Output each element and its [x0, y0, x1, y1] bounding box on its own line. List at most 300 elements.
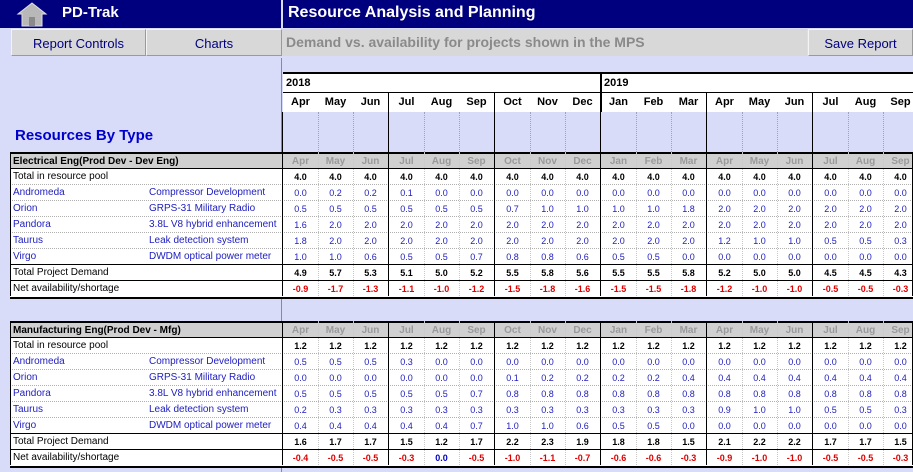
timeline-spacer-column	[282, 112, 388, 152]
demand-value: 0.5	[859, 405, 872, 415]
month-header: Feb	[643, 96, 664, 108]
demand-value: 2.0	[647, 236, 660, 246]
total-demand-value: 1.5	[400, 437, 413, 447]
column-guide	[318, 112, 319, 152]
demand-value: 0.5	[294, 389, 307, 399]
month-guide	[565, 152, 566, 296]
month-label: Sep	[891, 325, 910, 336]
demand-value: 0.3	[470, 405, 483, 415]
net-value: -0.3	[398, 453, 415, 463]
demand-value: 0.0	[824, 188, 837, 198]
demand-value: 2.0	[541, 220, 554, 230]
quarter-divider	[706, 321, 707, 465]
demand-value: 0.8	[859, 389, 872, 399]
demand-value: 0.0	[718, 357, 731, 367]
net-value: -1.8	[680, 284, 697, 294]
demand-value: 0.4	[718, 373, 731, 383]
column-guide	[353, 112, 354, 152]
month-header: Nov	[537, 96, 558, 108]
timeline-spacer-column	[388, 112, 494, 152]
demand-value: 0.0	[612, 357, 625, 367]
demand-value: 0.5	[400, 389, 413, 399]
total-demand-value: 5.2	[470, 268, 483, 278]
month-guide	[777, 152, 778, 296]
timeline-spacer-column	[706, 112, 812, 152]
month-guide	[459, 152, 460, 296]
demand-value: 0.0	[682, 357, 695, 367]
demand-value: 0.0	[435, 373, 448, 383]
demand-value: 0.8	[506, 252, 519, 262]
net-value: -0.5	[822, 284, 839, 294]
total-demand-value: 4.9	[294, 268, 307, 278]
total-demand-value: 4.5	[824, 268, 837, 278]
quarter-divider	[706, 93, 707, 112]
demand-value: 2.0	[647, 220, 660, 230]
demand-value: 2.0	[894, 204, 907, 214]
quarter-divider	[494, 93, 495, 112]
net-value: -1.5	[645, 284, 662, 294]
timeline-header	[283, 72, 913, 114]
total-demand-value: 1.9	[576, 437, 589, 447]
demand-value: 2.0	[576, 236, 589, 246]
demand-value: 0.4	[753, 373, 766, 383]
pool-value: 1.2	[364, 341, 377, 351]
net-value: -0.5	[362, 453, 379, 463]
month-label: Apr	[291, 325, 310, 336]
save-report-button[interactable]: Save Report	[808, 29, 913, 56]
project-description-link[interactable]: GRPS-31 Military Radio	[149, 372, 256, 383]
resource-pool-label: Total in resource pool	[13, 171, 109, 182]
project-description-link[interactable]: Leak detection system	[149, 235, 249, 246]
column-guide	[636, 112, 637, 152]
total-demand-value: 5.8	[541, 268, 554, 278]
pool-value: 4.0	[647, 172, 660, 182]
net-value: -1.0	[433, 284, 450, 294]
month-label: Nov	[538, 156, 557, 167]
month-label: May	[325, 325, 346, 336]
resource-block	[10, 152, 913, 300]
demand-value: 0.0	[753, 252, 766, 262]
demand-value: 0.0	[682, 421, 695, 431]
project-description-link[interactable]: Compressor Development	[149, 187, 266, 198]
column-guide	[777, 112, 778, 152]
net-value: -1.0	[786, 284, 803, 294]
demand-value: 0.5	[647, 252, 660, 262]
column-guide	[883, 112, 884, 152]
month-label: Jun	[785, 156, 804, 167]
timeline-row-divider	[283, 92, 913, 93]
demand-value: 0.8	[541, 389, 554, 399]
net-value: -1.0	[751, 284, 768, 294]
pool-value: 1.2	[718, 341, 731, 351]
report-subtitle: Demand vs. availability for projects shown in the MPS	[282, 29, 807, 56]
total-demand-value: 1.2	[435, 437, 448, 447]
pool-value: 1.2	[824, 341, 837, 351]
demand-value: 0.0	[364, 373, 377, 383]
demand-value: 0.5	[364, 204, 377, 214]
month-label: Jul	[399, 156, 414, 167]
column-guide	[424, 112, 425, 152]
total-demand-value: 1.8	[612, 437, 625, 447]
demand-value: 1.8	[294, 236, 307, 246]
demand-value: 0.0	[647, 357, 660, 367]
project-description-link[interactable]: Leak detection system	[149, 404, 249, 415]
demand-value: 2.0	[435, 220, 448, 230]
demand-value: 0.6	[576, 421, 589, 431]
demand-value: 0.6	[364, 252, 377, 262]
pool-value: 1.2	[894, 341, 907, 351]
year-label: 2018	[286, 77, 311, 89]
demand-value: 0.2	[541, 373, 554, 383]
quarter-divider	[494, 321, 495, 465]
net-value: -0.6	[610, 453, 627, 463]
resource-type-title: Electrical Eng(Prod Dev - Dev Eng)	[13, 156, 179, 167]
report-controls-button[interactable]: Report Controls	[11, 29, 146, 56]
month-guide	[565, 321, 566, 465]
home-icon[interactable]	[16, 1, 48, 27]
demand-value: 0.7	[470, 421, 483, 431]
month-label: Sep	[891, 156, 910, 167]
demand-value: 2.0	[718, 204, 731, 214]
total-demand-value: 5.2	[718, 268, 731, 278]
demand-value: 1.0	[647, 204, 660, 214]
pool-value: 1.2	[612, 341, 625, 351]
demand-value: 0.0	[788, 421, 801, 431]
month-label: Jul	[823, 156, 838, 167]
pool-value: 4.0	[294, 172, 307, 182]
net-value: -0.3	[680, 453, 697, 463]
section-title: Resources By Type	[15, 127, 154, 144]
demand-value: 2.0	[682, 220, 695, 230]
demand-value: 0.0	[470, 357, 483, 367]
demand-value: 0.1	[400, 188, 413, 198]
month-guide	[883, 152, 884, 296]
demand-value: 2.0	[753, 204, 766, 214]
demand-value: 0.5	[435, 389, 448, 399]
month-label: Oct	[504, 156, 521, 167]
charts-button[interactable]: Charts	[146, 29, 282, 56]
demand-value: 0.5	[824, 405, 837, 415]
demand-value: 2.0	[612, 236, 625, 246]
resource-pool-label: Total in resource pool	[13, 340, 109, 351]
net-value: -0.9	[292, 284, 309, 294]
month-guide	[530, 321, 531, 465]
project-description-link[interactable]: Compressor Development	[149, 356, 266, 367]
demand-value: 0.5	[647, 421, 660, 431]
demand-value: 0.0	[894, 252, 907, 262]
demand-value: 0.5	[294, 357, 307, 367]
demand-value: 0.0	[894, 188, 907, 198]
month-label: Jun	[361, 325, 380, 336]
project-description-link[interactable]: DWDM optical power meter	[149, 251, 272, 262]
net-value: -0.4	[292, 453, 309, 463]
month-label: Aug	[855, 156, 876, 167]
month-label: Feb	[644, 156, 663, 167]
project-name-link[interactable]: Andromeda	[13, 356, 65, 367]
project-name-link[interactable]: Virgo	[13, 251, 37, 262]
demand-value: 0.4	[400, 421, 413, 431]
quarter-divider	[388, 321, 389, 465]
month-header: Jun	[784, 96, 805, 108]
month-label: Dec	[573, 156, 592, 167]
demand-value: 0.8	[753, 389, 766, 399]
project-name-link[interactable]: Orion	[13, 203, 38, 214]
month-header: Sep	[890, 96, 911, 108]
demand-value: 0.7	[470, 389, 483, 399]
demand-value: 2.0	[859, 220, 872, 230]
pool-value: 4.0	[753, 172, 766, 182]
demand-value: 0.0	[788, 252, 801, 262]
month-header: Jul	[822, 96, 839, 108]
demand-value: 0.4	[294, 421, 307, 431]
total-demand-value: 1.7	[859, 437, 872, 447]
pool-value: 1.2	[788, 341, 801, 351]
demand-value: 0.0	[753, 188, 766, 198]
demand-value: 1.0	[788, 405, 801, 415]
demand-value: 0.0	[294, 188, 307, 198]
demand-value: 0.0	[859, 252, 872, 262]
month-label: Dec	[573, 325, 592, 336]
demand-value: 0.2	[576, 373, 589, 383]
project-name-link[interactable]: Taurus	[13, 404, 44, 415]
project-description-link[interactable]: DWDM optical power meter	[149, 420, 272, 431]
month-header: Jan	[609, 96, 628, 108]
net-value: -0.9	[716, 453, 733, 463]
project-description-link[interactable]: 3.8L V8 hybrid enhancement	[149, 388, 277, 399]
project-name-link[interactable]: Taurus	[13, 235, 44, 246]
project-name-link[interactable]: Pandora	[13, 219, 51, 230]
timeline-spacer-column	[494, 112, 600, 152]
net-value: -0.6	[645, 453, 662, 463]
month-label: Apr	[291, 156, 310, 167]
demand-value: 0.0	[788, 357, 801, 367]
net-value: -0.7	[574, 453, 591, 463]
pool-value: 4.0	[682, 172, 695, 182]
project-name-link[interactable]: Andromeda	[13, 187, 65, 198]
demand-value: 0.7	[506, 204, 519, 214]
demand-value: 0.0	[718, 188, 731, 198]
demand-value: 0.3	[894, 405, 907, 415]
demand-value: 0.8	[541, 252, 554, 262]
month-label: Jan	[609, 325, 628, 336]
month-header: Jul	[398, 96, 415, 108]
total-demand-value: 5.0	[435, 268, 448, 278]
demand-value: 2.0	[400, 220, 413, 230]
column-guide	[848, 112, 849, 152]
total-demand-label: Total Project Demand	[13, 267, 109, 278]
net-value: -1.5	[504, 284, 521, 294]
total-demand-value: 5.1	[400, 268, 413, 278]
project-name-link[interactable]: Virgo	[13, 420, 37, 431]
demand-value: 2.0	[329, 220, 342, 230]
demand-value: 0.1	[506, 373, 519, 383]
demand-value: 2.0	[329, 236, 342, 246]
demand-value: 0.3	[682, 405, 695, 415]
month-header: May	[324, 96, 347, 108]
resource-block	[10, 321, 913, 469]
pool-value: 1.2	[682, 341, 695, 351]
demand-value: 0.8	[718, 389, 731, 399]
total-demand-value: 1.5	[894, 437, 907, 447]
project-name-link[interactable]: Orion	[13, 372, 38, 383]
demand-value: 0.3	[400, 405, 413, 415]
demand-value: 1.0	[788, 236, 801, 246]
app-header	[0, 0, 913, 28]
demand-value: 0.0	[506, 188, 519, 198]
pool-value: 4.0	[506, 172, 519, 182]
month-label: Jun	[361, 156, 380, 167]
demand-value: 0.0	[859, 357, 872, 367]
demand-value: 0.3	[612, 405, 625, 415]
demand-value: 0.5	[470, 204, 483, 214]
month-guide	[636, 321, 637, 465]
demand-value: 0.0	[470, 373, 483, 383]
pool-value: 1.2	[470, 341, 483, 351]
pool-value: 4.0	[435, 172, 448, 182]
pool-value: 1.2	[400, 341, 413, 351]
demand-value: 0.0	[718, 421, 731, 431]
month-label: Oct	[504, 325, 521, 336]
month-guide	[777, 321, 778, 465]
pool-value: 1.2	[647, 341, 660, 351]
demand-value: 0.0	[753, 421, 766, 431]
total-demand-value: 1.5	[682, 437, 695, 447]
column-guide	[742, 112, 743, 152]
demand-value: 0.4	[894, 373, 907, 383]
month-guide	[671, 152, 672, 296]
demand-value: 0.0	[753, 357, 766, 367]
demand-value: 0.5	[294, 204, 307, 214]
total-demand-value: 5.3	[364, 268, 377, 278]
demand-value: 0.5	[400, 252, 413, 262]
quarter-divider	[812, 321, 813, 465]
demand-value: 0.3	[647, 405, 660, 415]
month-header: Oct	[503, 96, 522, 108]
month-header: May	[748, 96, 771, 108]
demand-value: 0.0	[718, 252, 731, 262]
column-guide	[671, 112, 672, 152]
demand-value: 2.0	[612, 220, 625, 230]
demand-value: 2.0	[470, 236, 483, 246]
demand-value: 0.8	[824, 389, 837, 399]
pool-value: 4.0	[576, 172, 589, 182]
total-demand-value: 2.2	[788, 437, 801, 447]
demand-value: 2.0	[400, 236, 413, 246]
demand-value: 1.0	[576, 204, 589, 214]
demand-value: 0.8	[682, 389, 695, 399]
net-value: -0.5	[857, 284, 874, 294]
total-demand-value: 5.8	[682, 268, 695, 278]
month-guide	[530, 152, 531, 296]
timeline-spacer-column	[812, 112, 913, 152]
month-guide	[353, 321, 354, 465]
demand-value: 0.0	[435, 357, 448, 367]
demand-value: 2.0	[753, 220, 766, 230]
month-guide	[318, 321, 319, 465]
total-demand-value: 5.5	[612, 268, 625, 278]
demand-value: 0.5	[612, 252, 625, 262]
demand-value: 0.3	[400, 357, 413, 367]
month-guide	[742, 152, 743, 296]
net-value: -1.2	[468, 284, 485, 294]
demand-value: 2.0	[364, 236, 377, 246]
month-label: Feb	[644, 325, 663, 336]
total-demand-value: 2.2	[506, 437, 519, 447]
net-value: -1.0	[504, 453, 521, 463]
month-label: Jan	[609, 156, 628, 167]
demand-value: 0.5	[400, 204, 413, 214]
quarter-divider	[812, 93, 813, 112]
pool-value: 1.2	[435, 341, 448, 351]
demand-value: 0.0	[294, 373, 307, 383]
total-demand-value: 5.7	[329, 268, 342, 278]
demand-value: 0.8	[576, 389, 589, 399]
net-value: -1.3	[362, 284, 379, 294]
month-label: May	[749, 156, 770, 167]
total-demand-value: 1.8	[647, 437, 660, 447]
demand-value: 0.3	[435, 405, 448, 415]
demand-value: 2.0	[718, 220, 731, 230]
demand-value: 0.0	[400, 373, 413, 383]
total-demand-value: 5.6	[576, 268, 589, 278]
demand-value: 0.4	[364, 421, 377, 431]
demand-value: 0.4	[682, 373, 695, 383]
month-header: Apr	[291, 96, 310, 108]
total-demand-value: 1.7	[824, 437, 837, 447]
total-demand-value: 5.0	[753, 268, 766, 278]
demand-value: 0.4	[329, 421, 342, 431]
demand-value: 1.0	[753, 236, 766, 246]
quarter-divider	[494, 152, 495, 296]
project-description-link[interactable]: GRPS-31 Military Radio	[149, 203, 256, 214]
demand-value: 0.8	[647, 389, 660, 399]
demand-value: 0.8	[788, 389, 801, 399]
pool-value: 4.0	[859, 172, 872, 182]
demand-value: 1.0	[329, 252, 342, 262]
toolbar	[0, 28, 913, 58]
demand-value: 0.5	[435, 204, 448, 214]
demand-value: 2.0	[470, 220, 483, 230]
demand-value: 0.6	[576, 252, 589, 262]
month-guide	[353, 152, 354, 296]
net-value: -1.8	[539, 284, 556, 294]
month-label: Jul	[823, 325, 838, 336]
month-label: Aug	[855, 325, 876, 336]
month-guide	[848, 152, 849, 296]
total-demand-value: 5.5	[506, 268, 519, 278]
demand-value: 2.0	[364, 220, 377, 230]
month-guide	[883, 321, 884, 465]
month-header: Aug	[430, 96, 453, 108]
demand-value: 0.0	[576, 188, 589, 198]
pool-value: 1.2	[541, 341, 554, 351]
total-demand-value: 5.5	[647, 268, 660, 278]
demand-value: 0.2	[364, 188, 377, 198]
pool-value: 4.0	[718, 172, 731, 182]
demand-value: 2.0	[682, 236, 695, 246]
project-description-link[interactable]: 3.8L V8 hybrid enhancement	[149, 219, 277, 230]
month-label: Sep	[467, 156, 486, 167]
resource-type-title: Manufacturing Eng(Prod Dev - Mfg)	[13, 325, 181, 336]
month-label: Mar	[679, 325, 698, 336]
demand-value: 0.0	[541, 357, 554, 367]
demand-value: 0.2	[612, 373, 625, 383]
net-value: -0.5	[327, 453, 344, 463]
demand-value: 0.5	[435, 252, 448, 262]
project-name-link[interactable]: Pandora	[13, 388, 51, 399]
pool-value: 4.0	[541, 172, 554, 182]
demand-value: 0.0	[894, 421, 907, 431]
